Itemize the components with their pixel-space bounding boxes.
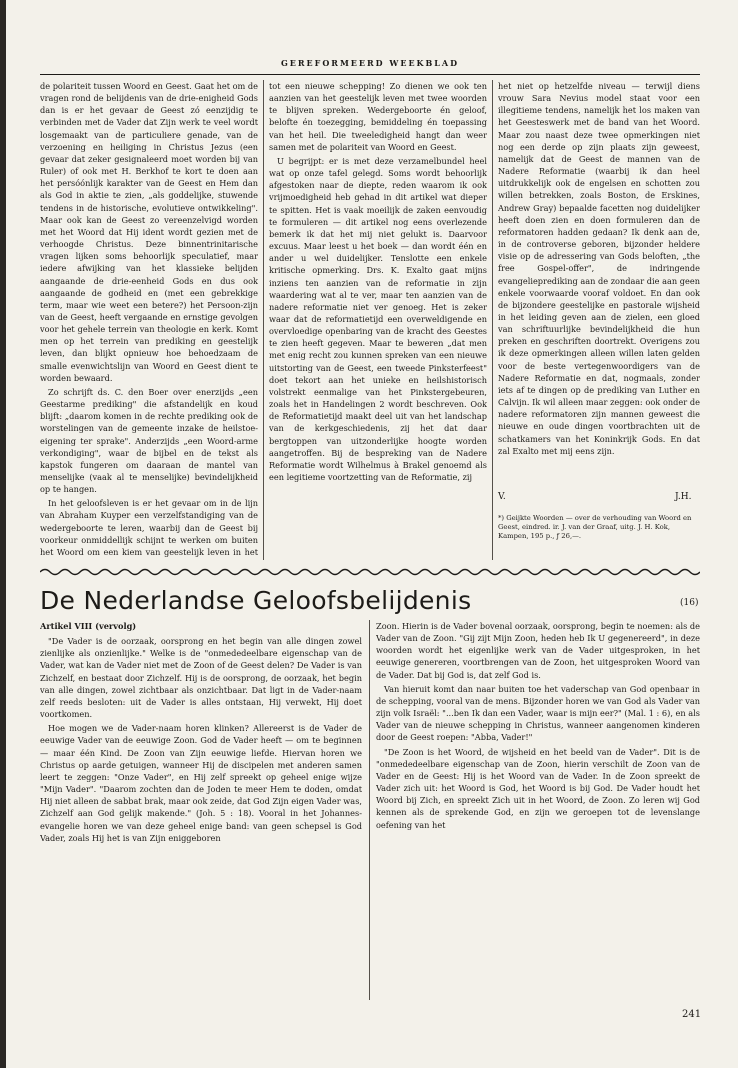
article-column-1 — [40, 620, 362, 1000]
art-col1-para-1: "De Vader is de oorzaak, oorsprong en het begin van alle dingen zowel zienlijke als onzienlijke." Welke is de "onmededeelbare eigenschap van de Vader, wat kan de Vader niet met de Zoon of de Geest delen? De Vader is van Zichzelf, en bestaat door Zichzelf. Hij is de oorsprong, de oorzaak, het begin van alle dingen, zowel zichtbaar als onzichtbaar. Dat ligt in de Vader-naam zelf reeds besloten: uit de Vader is alles ontstaan, Hij verwekt, Hij doet voortkomen. — [40, 636, 362, 720]
article-title: De Nederlandse Geloofsbelijdenis — [40, 586, 472, 615]
article-column-separator — [369, 620, 370, 1000]
header-rule — [40, 74, 700, 75]
footnote: *) Geijkte Woorden — over de verhouding van Woord en Geest, eindred. ir. J. van der Graaf, uitg. J. H. Kok, Kampen, 195 p., ƒ 26,—. — [498, 514, 692, 540]
article-number: (16) — [680, 598, 699, 608]
column-separator-1 — [263, 80, 264, 560]
signature-left: V. — [498, 492, 506, 502]
column-2 — [269, 80, 487, 560]
scan-edge — [0, 0, 6, 1068]
col2-para-1: tot een nieuwe schepping! Zo dienen we ook ten aanzien van het geestelijk leven met twee woorden te blijven spreken. Wedergeboorte én geloof, belofte én toezegging, bemiddeling én toepassing van het heil. Die tweeledigheid hangt dan weer samen met de polariteit van Woord en Geest. — [269, 81, 487, 152]
page-number: 241 — [682, 1009, 702, 1020]
art-col2-para-3: "De Zoon is het Woord, de wijsheid en het beeld van de Vader". Dit is de "onmededeelbare eigenschap van de Zoon, hierin verschilt de Zoon van de Vader en de Geest: Hij is het Woord van de Vader. In de Zoon spreekt de Vader zich uit: het Woord is God, het Woord is bij God. De Vader houdt het Woord bij Zich, en spreekt Zich uit in het Woord, de Zoon. Zo leren wij God kennen als de sprekende God, en zijn we geroepen tot de levenslange oefening van het — [376, 746, 700, 830]
col1-para-2: Zo schrijft ds. C. den Boer over enerzijds „een Geestarme prediking" die afstandelijk en koud blijft: „daarom komen in de rechte prediking ook de worstelingen van de gemeente inzake de heilstoe-eigening ter sprake". Anderzijds „een Woord-arme verkondiging", waar de bijbel en de tekst als kapstok fungeren om daaraan de mantel van menselijke (vaak al te menselijke) bevindelijkheid op te hangen. — [40, 386, 258, 495]
col2-para-2: U begrijpt: er is met deze verzamelbundel heel wat op onze tafel gelegd. Soms wordt behoorlijk afgestoken naar de diepte, reden waarom ik ook vrijmoedigheid heb gehad in dit artikel wat dieper te spitten. Het is vaak moeilijk de zaken eenvoudig te formuleren — dit artikel nog eens overlezende bemerk ik dat het mij niet gelukt is. Daarvoor excuus. Maar leest u het boek — dan wordt één en ander u wel duidelijker. Tenslotte een enkele kritische opmerking. Drs. K. Exalto gaat mijns inziens ten aanzien van de reformatie in zijn waardering wat al te ver, maar ten aanzien van de nadere reformatie niet ver genoeg. Het is zeker waar dat de reformatietijd een overweldigende en overvloedige openbaring van de kracht des Geestes te zien heeft gegeven. Maar te beweren „dat men met enig recht zou kunnen spreken van een nieuwe uitstorting van de Geest, een tweede Pinksterfeest" doet tekort aan het unieke en heilshistorisch volstrekt eenmalige van het Pinkstergebeuren, zoals het in Handelingen 2 wordt beschreven. Ook de Reformatietijd maakt deel uit van het landschap van de kerkgeschiedenis, zij het dat daar bergtoppen van uitzonderlijke hoogte worden aangetroffen. Bij de bespreking van de Nadere Reformatie wordt Wilhelmus à Brakel genoemd als een legitieme voortzetting van de Reformatie, zij — [269, 155, 487, 482]
page-header: GEREFORMEERD WEEKBLAD — [280, 58, 460, 68]
column-3 — [498, 80, 700, 480]
signature-right: J.H. — [675, 492, 692, 502]
col1-para-1: de polariteit tussen Woord en Geest. Gaat het om de vragen rond de belijdenis van de drie-enigheid Gods dan is er het gevaar de Geest zó eenzijdig te verbinden met de Vader dat Zijn werk te veel wordt losgemaakt van de particuliere genade, van de verzoening en heiliging in Christus Jezus (een gevaar dat zeker gesignaleerd moet worden bij van Ruler) of ook met H. Berkhof te kort te doen aan het persóónlijk karakter van de Geest en Hem dan als God in aktie te zien, „als goddelijke, stuwende tendens in de historische, evolutieve ontwikkeling". Maar ook kan de Geest zo vereenzelvigd worden met het Woord dat Hij ident wordt gezien met de verhoogde Christus. Deze binnentrinitarische vragen lijken soms behoorlijk speculatief, maar iedere afwijking van het klassieke belijden aangaande de drie-eenheid Gods en dus ook aangaande de godheid en (met een gebrekkige term, maar wie weet een betere?) het Persoon-zijn van de Geest, heeft vergaande en ernstige gevolgen voor het gehele terrein van theologie en kerk. Komt men op het terrein van prediking en geestelijk leven, dan blijkt opnieuw hoe behoedzaam de smalle evenwichtslijn van Woord en Geest dient te worden bewaard. — [40, 81, 258, 383]
article-column-2 — [376, 620, 700, 1000]
artikel-label: Artikel VIII (vervolg) — [40, 621, 137, 631]
column-1 — [40, 80, 258, 560]
col3-para-1: het niet op hetzelfde niveau — terwijl diens vrouw Sara Nevius model staat voor een illegitieme tendens, namelijk het los maken van het Geesteswerk met de band van het Woord. Maar zou naast deze twee opmerkingen niet nog een derde op zijn plaats zijn geweest, namelijk dat de Geest de mannen van de Nadere Reformatie (waarbij ik dan heel uitdrukkelijk ook de engelsen en schotten zou willen betrekken, zoals Boston, de Erskines, Andrew Gray) bepaalde facetten nog duidelijker heeft doen zien en doen formuleren dan de reformatoren hadden gedaan? Ik denk aan de, in de controverse geboren, bijzonder heldere visie op de adressering van Gods beloften, „the free Gospel-offer", de indringende evangelieprediking aan de zondaar die aan geen enkele voorwaarde vooraf voldoet. En dan ook de bijzondere geestelijke en pastorale wijsheid in het leiding geven aan de zielen, een gloed van schriftuurlijke bevindelijkheid die hun preken en geschriften doortrekt. Overigens zou ik deze opmerkingen alleen willen laten gelden voor de beste vertegenwoordigers van de Nadere Reformatie en dat, nogmaals, zonder iets af te dingen op de prediking van Luther en Calvijn. Ik wil alleen maar zeggen: ook onder de nadere reformatoren zijn mannen geweest die nieuwe en oude dingen voortbrachten uit de schatkamers van het Koninkrijk Gods. En dat zal Exalto met mij eens zijn. — [498, 81, 700, 456]
art-col2-para-1: Zoon. Hierin is de Vader bovenal oorzaak, oorsprong, begin te noemen: als de Vader van de Zoon. "Gij zijt Mijn Zoon, heden heb Ik U gegenereerd", in deze woorden wordt het eigenlijke werk van de Vader uitgesproken, in het eeuwige genereren, voortbrengen van de Zoon, het uitgesproken Woord van de Vader. Dat bij God is, dat zelf God is. — [376, 621, 700, 680]
art-col1-para-2: Hoe mogen we de Vader-naam horen klinken? Allereerst is de Vader de eeuwige Vader van de eeuwige Zoon. God de Vader heeft — om te beginnen — maar één Kind. De Zoon van Zijn eeuwige liefde. Hiervan horen we Christus op aarde getuigen, wanneer Hij de discipelen met anderen samen leert te zeggen: "Onze Vader", en Hij zelf spreekt op geheel enige wijze "Mijn Vader". "Daarom zochten dan de Joden te meer Hem te doden, omdat Hij niet alleen de sabbat brak, maar ook zeide, dat God Zijn eigen Vader was, Zichzelf aan God gelijk makende." (Joh. 5 : 18). Vooral in het Johannes-evangelie horen we van deze geheel enige band: van geen schepsel is God Vader, zoals Hij het is van Zijn eniggeboren — [40, 723, 362, 843]
col1-para-3: In het geloofsleven is er het gevaar om in de lijn van Abraham Kuyper een verzelfstandiging van de wedergeboorte te leren, waarbij dan de Geest bij voorkeur onmiddellijk schijnt te werken om buiten het Woord om een kiem van geestelijk leven in het — [40, 498, 258, 557]
wavy-divider — [40, 567, 700, 577]
art-col2-para-2: Van hieruit komt dan naar buiten toe het vaderschap van God openbaar in de schepping, vooral van de mens. Bijzonder horen we van God als Vader van zijn volk Israël: "...ben Ik dan een Vader, waar is mijn eer?" (Mal. 1 : 6), en als Vader van de nieuwe schepping in Christus, wanneer aangenomen kinderen door de Geest roepen: "Abba, Vader!" — [376, 683, 700, 743]
column-separator-2 — [492, 80, 493, 560]
